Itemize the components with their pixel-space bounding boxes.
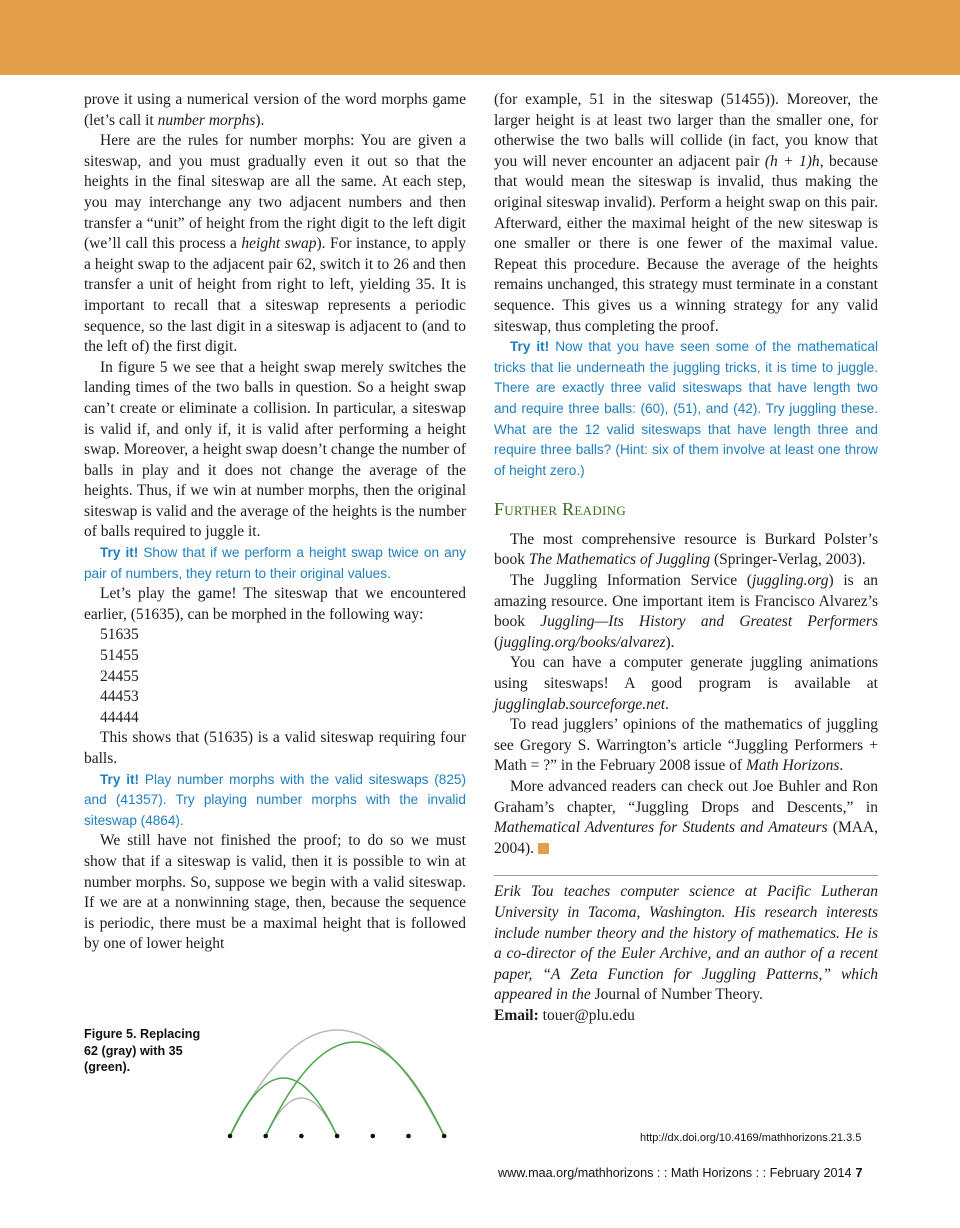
try-it-1 — [84, 543, 466, 584]
page-number: 7 — [855, 1166, 863, 1180]
reading-item-polster — [494, 530, 878, 571]
try-it-label: Try it! — [510, 339, 550, 355]
reading-text: The most comprehensive resource is Burkard Polster’s book — [494, 530, 878, 569]
beat-dot — [335, 1134, 340, 1139]
paragraph-figure-discussion: In figure 5 we see that a height swap merely switches the landing times of the two balls in question. So a height swap can’t create or eliminate a collision. In particular, a siteswap is valid if, and only if, it is valid after performing a height swap. Moreover, a height swap doesn’t change the number of balls in play and it does not change the average of the heights. Thus, if we win at number morphs, then the original siteswap is valid and the average of the heights is the number of balls required to juggle it. — [84, 358, 466, 541]
paragraph-game: Let’s play the game! The siteswap that we encountered earlier, (51635), can be morphed in the following way: — [84, 585, 466, 623]
website-link[interactable]: juggling.org — [751, 572, 829, 590]
sequence-item: 44444 — [100, 708, 139, 726]
bio-divider — [494, 875, 878, 876]
reading-item-warrington — [494, 715, 878, 777]
beat-dot — [371, 1134, 376, 1139]
right-column — [494, 90, 878, 1027]
try-it-text: Play number morphs with the valid siteswaps (825) and (41357). Try playing number morphs with the invalid siteswap (4864). — [84, 771, 466, 828]
book-title: Juggling—Its History and Greatest Performers — [540, 613, 878, 631]
reading-text: The Juggling Information Service ( — [510, 572, 752, 590]
try-it-text: Now that you have seen some of the mathematical tricks that lie underneath the juggling tricks, it is time to juggle. There are exactly three valid siteswaps that have length two and require three balls: (60), (51), and (42). Try juggling these. What are the 12 valid siteswaps that have length three and require three balls? (Hint: six of them involve at least one throw of height zero.) — [494, 339, 879, 478]
beat-dot — [299, 1134, 304, 1139]
website-link[interactable]: jugglinglab.sourceforge.net — [494, 695, 666, 713]
bio-text: Erik Tou teaches computer science at Pacific Lutheran University in Tacoma, Washington. His research interests include number theory and the history of mathematics. He is a co-director of the Euler Archive, and an author of a recent paper, “A Zeta Function for Juggling Patterns,” which appeared in the — [494, 883, 878, 1004]
reading-text: More advanced readers can check out Joe Buhler and Ron Graham’s chapter, “Juggling Drops and Descents,” in — [494, 778, 878, 816]
green-arc-five — [266, 1042, 445, 1136]
intro-end: ). — [255, 111, 265, 129]
try-it-text: Show that if we perform a height swap twice on any pair of numbers, they return to their original values. — [84, 545, 466, 581]
try-it-label: Try it! — [100, 771, 140, 787]
magazine-title: Math Horizons — [745, 757, 840, 775]
left-column — [84, 90, 466, 955]
reading-text: . — [839, 757, 844, 775]
author-bio — [494, 882, 878, 1006]
rules-emphasis: height swap — [241, 235, 317, 253]
rules-text: Here are the rules for number morphs: You are given a siteswap, and you must gradually even it out so that the heights in the final siteswap are all the same. At each step, you may interchange any two adjacent numbers and then transfer a “unit” of height from the right digit to the left digit (we’ll call this process a — [84, 132, 466, 253]
website-link[interactable]: juggling.org/books/alvarez — [499, 633, 666, 651]
morph-sequence — [84, 625, 466, 728]
try-it-label: Try it! — [100, 545, 139, 561]
bio-end: . — [759, 986, 763, 1004]
figure-caption: Figure 5. Replacing 62 (gray) with 35 (green). — [84, 1027, 201, 1074]
beat-dot — [442, 1134, 447, 1139]
reading-item-buhler — [494, 777, 878, 859]
sequence-item: 24455 — [100, 667, 139, 685]
rules-end: ). For instance, to apply a height swap to the adjacent pair 62, switch it to 26 and then transfer a unit of height from right to left, yielding 35. It is important to recall that a siteswap represents a periodic sequence, so the last digit in a siteswap is adjacent to (and to the left of) the first digit. — [84, 235, 466, 356]
reading-text: You can have a computer generate juggling animations using siteswaps! A good program is available at — [494, 654, 878, 693]
sequence-item: 44453 — [100, 688, 139, 706]
try-it-2 — [84, 770, 466, 832]
reading-text: ( — [494, 633, 500, 651]
try-it-3 — [494, 337, 878, 481]
paragraph-proof-cont — [494, 90, 878, 337]
math-expression: (h + 1)h — [764, 152, 820, 170]
beat-dot — [228, 1134, 233, 1139]
reading-text: (Springer-Verlag, 2003). — [710, 551, 866, 569]
section-heading-further-reading: Further Reading — [494, 499, 627, 520]
beat-dot — [263, 1134, 268, 1139]
intro-emphasis: number morphs — [157, 111, 256, 129]
footer-text: www.maa.org/mathhorizons : : Math Horizons : : February 2014 — [498, 1166, 852, 1180]
reading-item-jis — [494, 571, 878, 653]
reading-text: To read jugglers’ opinions of the mathematics of juggling see Gregory S. Warrington’s article “Juggling Performers + Math = ?” in the February 2008 issue of — [494, 716, 878, 775]
email-address[interactable]: touer@plu.edu — [542, 1006, 635, 1024]
doi-link[interactable]: http://dx.doi.org/10.4169/mathhorizons.21.3.5 — [640, 1132, 862, 1144]
beat-dot — [406, 1134, 411, 1139]
top-color-band — [0, 0, 960, 75]
author-email — [494, 1006, 878, 1027]
paragraph-intro — [84, 90, 466, 131]
sequence-item: 51635 — [100, 626, 139, 644]
intro-text: prove it using a numerical version of the word morphs game (let’s call it — [84, 91, 466, 129]
journal-name: Journal of Number Theory — [594, 986, 760, 1004]
gray-arc-two — [266, 1098, 337, 1136]
email-label: Email: — [494, 1006, 539, 1024]
reading-text: . — [665, 695, 669, 713]
reading-item-jugglinglab — [494, 653, 878, 715]
reading-text: ). — [665, 633, 675, 651]
reading-text: (MAA, 2004). — [494, 819, 878, 857]
sequence-item: 51455 — [100, 647, 139, 665]
paragraph-valid: This shows that (51635) is a valid siteswap requiring four balls. — [84, 729, 466, 767]
proof-text: (for example, 51 in the siteswap (51455)). Moreover, the larger height is at least two larger than the smaller one, for otherwise the two balls will collide (in fact, you know that you will never encounter an adjacent pair — [494, 91, 878, 170]
proof-end: , because that would mean the siteswap is invalid, thus making the original siteswap invalid). Perform a height swap on this pair. Afterward, either the maximal height of the new siteswap is one smaller or there is one fewer of the maximal value. Repeat this procedure. Because the average of the heights remains unchanged, this strategy must terminate in a constant sequence. This gives us a winning strategy for any valid siteswap, thus completing the proof. — [494, 152, 878, 335]
paragraph-proof: We still have not finished the proof; to do so we must show that if a siteswap is valid, then it is possible to win at number morphs. So, suppose we begin with a valid siteswap. If we are at a nonwinning stage, then, because the sequence is periodic, there must be a maximal height that is followed by one of lower height — [84, 832, 466, 953]
figure-arcs — [220, 1020, 460, 1150]
book-title: The Mathematics of Juggling — [528, 551, 711, 569]
book-title: Mathematical Adventures for Students and Amateurs — [494, 819, 828, 837]
reading-text: ) is an amazing resource. One important item is Francisco Alvarez’s book — [494, 572, 878, 631]
end-mark-square-icon — [538, 843, 549, 854]
paragraph-rules — [84, 131, 466, 358]
page-footer — [498, 1166, 863, 1180]
